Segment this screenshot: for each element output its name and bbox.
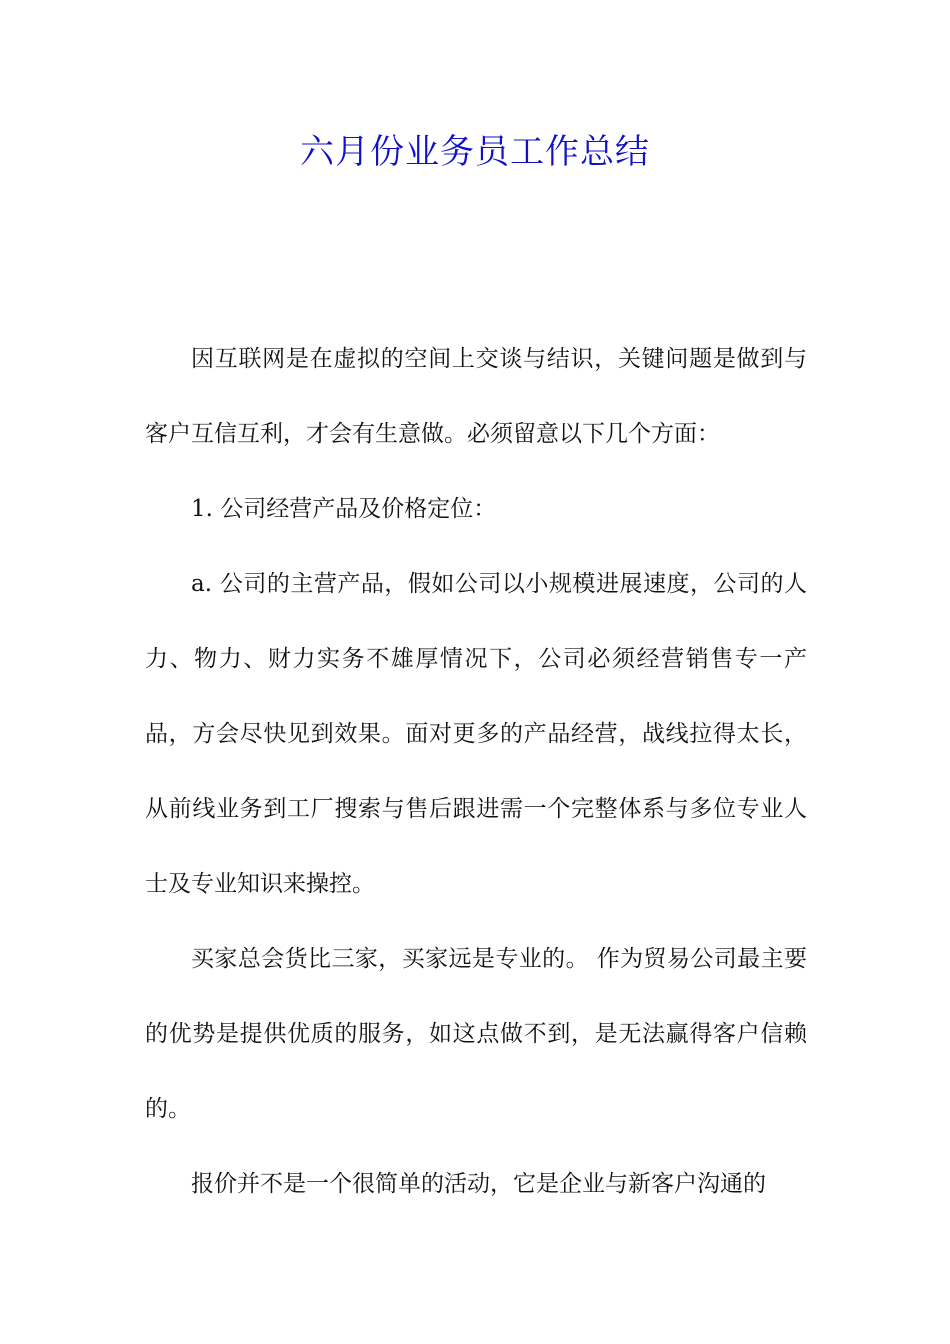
document-title: 六月份业务员工作总结	[300, 132, 650, 172]
paragraph-item-1: 1. 公司经营产品及价格定位：	[191, 496, 497, 522]
paragraph-quotation: 报价并不是一个很简单的活动，它是企业与新客户沟通的	[191, 1171, 766, 1197]
paragraph-item-a: a. 公司的主营产品，假如公司以小规模进展速度，公司的人力、物力、财力实务不雄厚情况下，公司必须经营销售专一产品，方会尽快见到效果。面对更多的产品经营，战线拉得太长，从前线业务到工厂搜索与售后跟进需一个完整体系与多位专业人士及专业知识来操控。	[145, 571, 807, 897]
paragraph-buyers: 买家总会货比三家，买家远是专业的。 作为贸易公司最主要的优势是提供优质的服务，如这点做不到，是无法赢得客户信赖的。	[145, 946, 807, 1122]
document-body	[145, 322, 807, 1222]
paragraph-intro: 因互联网是在虚拟的空间上交谈与结识，关键问题是做到与客户互信互利，才会有生意做。必须留意以下几个方面：	[145, 346, 807, 447]
